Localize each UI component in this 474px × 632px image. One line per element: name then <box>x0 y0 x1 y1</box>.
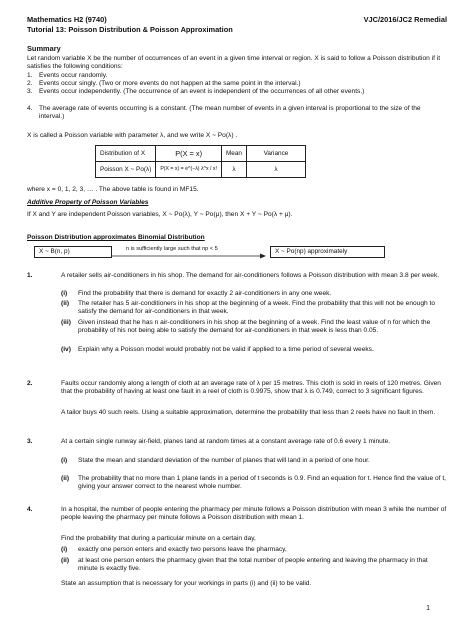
poisson-box: X ~ Po(np) approximately <box>270 246 385 258</box>
table-cell: λ <box>221 162 246 178</box>
table-header-cell: Variance <box>246 146 305 162</box>
question-4: 4. In a hospital, the number of people entering the pharmacy per minute follows a Poisson distribution with mean 3 while the number of people leaving the pharmacy per minute follows a Poisson distribution with mean 1. Find the probability that during a particular minute on a certain day, (i) exactly one person enters and exactly two persons leave the pharmacy, (ii) at least one person enters the pharmacy given that the total number of people entering and leaving the pharmacy in that minute is exactly five. State an assumption that is necessary for your workings in parts (i) and (ii) to be valid. <box>27 506 447 587</box>
summary-heading: Summary <box>27 44 61 53</box>
table-cell: P(X = x) = e^(−λ) λ^x / x! <box>156 162 222 178</box>
question-extra: A tailor buys 40 such reels. Using a suitable approximation, determine the probability that less than 2 reels have no fault in them. <box>61 409 436 416</box>
additive-text: If X and Y are independent Poisson variables, X ~ Po(λ), Y ~ Po(μ), then X + Y ~ Po(λ + μ). <box>27 211 293 218</box>
table-header-cell: P(X = x) <box>156 146 222 162</box>
table-header-row <box>96 146 306 162</box>
question-text: Faults occur randomly along a length of cloth at an average rate of λ per 15 metres. This cloth is sold in reels of 120 metres. Given that the probability of having at least one fault in a reel of cloth is 0.9975, show that λ is 0.749, correct to 3 significant figures. <box>61 380 441 396</box>
table-header-cell: Mean <box>221 146 246 162</box>
arrow-head <box>260 254 266 259</box>
question-number: 1. <box>27 272 33 279</box>
question-number: 3. <box>27 438 33 445</box>
page-number: 1 <box>426 605 430 613</box>
course-code: Mathematics H2 (9740) <box>27 15 107 24</box>
approx-heading: Poisson Distribution approximates Binomial Distribution <box>27 234 205 241</box>
school-ref: VJC/2016/JC2 Remedial <box>363 15 447 24</box>
question-1: 1. A retailer sells air-conditioners in his shop. The demand for air-conditioners follows a Poisson distribution with mean 3.8 per week. (i) Find the probability that there is demand for exactly 2 air-conditioners in any one week. (ii) The retailer has 5 air-conditioners in his shop at the beginning of a week. Find the probability that this will not be enough to satisfy the demand for air-conditioners in that week. (iii) Given instead that he has n air-conditioners in his shop at the beginning of a week. Find the least value of n for which the probability of his not being able to satisfy the demand for air-conditioners in that week is less than 0.05. (iv) Explain why a Poisson model would probably not be valid if applied to a time period of several weeks. <box>27 272 447 362</box>
question-final: State an assumption that is necessary for your workings in parts (i) and (ii) to be valid. <box>61 580 312 587</box>
where-line: where x = 0, 1, 2, 3, … . The above table is found in MF15. <box>27 186 199 193</box>
document-page: Mathematics H2 (9740) VJC/2016/JC2 Remedial Tutorial 13: Poisson Distribution & Poisson Approximation Summary Let random variable X be the number of occurrences of an event in a given time interval or region. X is said to follow a Poisson distribution if it satisfies the following conditions: 1. Events occur randomly. 2. Events occur singly. (Two or more events do not happen at the same point in the interval.) 3. Events occur independently. (The occurrence of an event is independent of the occurrences of all other events.) 4. The average rate of events occurring is a constant. (The mean number of events in a given interval is proportional to the size of the interval.) X is called a Poisson variable with parameter λ, and we write X ~ Po(λ) . Distribution of X P(X = x) Mean Variance Poisson X ~ Po(λ) P(X = x) = e^(−λ) λ^x / x! λ λ where x = 0, 1, 2, 3, … . The above table is found in MF15. Additive Property of Poisson Variables If X and Y are independent Poisson variables, X ~ Po(λ), Y ~ Po(μ), then X + Y ~ Po(λ + μ). Poisson Distribution approximates Binomial Distribution X ~ B(n, p) n is sufficiently large such that np < 5 X ~ Po(np) approximately 1. A retailer sells air-conditioners in his shop. The demand for air-conditioners follows a Poisson distribution with mean 3.8 per week. (i) Find the probability that there is demand for exactly 2 air-conditioners in any one week. (ii) The retailer has 5 air-conditioners in his shop at the beginning of a week. Find the probability that this will not be enough to satisfy the demand for air-conditioners in that week. (iii) Given instead that he has n air-conditioners in his shop at the beginning of a week. Find the least value of n for which the probability of his not being able to satisfy the demand for air-conditioners in that week is less than 0.05. (iv) Explain why a Poisson model would probably not be valid if applied to a time period of several weeks. 2. Faults occur randomly along a length of cloth at an average rate of λ per 15 metres. This cloth is sold in reels of 120 metres. Given that the probability of having at least one fault in a reel of cloth is 0.9975, show that λ is 0.749, correct to 3 significant figures. A tailor buys 40 such reels. Using a suitable approximation, determine the probability that less than 2 reels have no fault in them. 3. At a certain single runway air-field, planes land at random times at a constant average rate of 0.6 every 1 minute. (i) State the mean and standard deviation of the number of planes that will land in a period of one hour. (ii) The probability that no more than 1 plane lands in a period of t seconds is 0.9. Find an equation for t. Hence find the value of t, giving your answer correct to the nearest whole number. 4. In a hospital, the number of people entering the pharmacy per minute follows a Poisson distribution with mean 3 while the number of people leaving the pharmacy per minute follows a Poisson distribution with mean 1. Find the probability that during a particular minute on a certain day, (i) exactly one person enters and exactly two persons leave the pharmacy, (ii) at least one person enters the pharmacy given that the total number of people entering and leaving the pharmacy in that minute is exactly five. State an assumption that is necessary for your workings in parts (i) and (ii) to be valid. 1 <box>27 15 447 613</box>
table-cell: Poisson X ~ Po(λ) <box>96 162 156 178</box>
question-lead: Find the probability that during a particular minute on a certain day, <box>61 535 256 542</box>
table-cell: λ <box>246 162 305 178</box>
question-2 <box>27 380 447 430</box>
binomial-box: X ~ B(n, p) <box>34 246 112 258</box>
table-header-cell: Distribution of X <box>96 146 156 162</box>
poisson-summary-table <box>95 145 306 178</box>
approx-condition: n is sufficiently large such that np < 5 <box>126 246 218 252</box>
question-number: 2. <box>27 380 33 387</box>
additive-heading: Additive Property of Poisson Variables <box>27 199 149 206</box>
summary-intro: Let random variable X be the number of occurrences of an event in a given time interval or region. X is said to follow a Poisson distribution if it satisfies the following conditions: <box>27 55 441 71</box>
question-text: At a certain single runway air-field, planes land at random times at a constant average rate of 0.6 every 1 minute. <box>61 438 391 445</box>
table-row <box>96 162 306 178</box>
question-text: A retailer sells air-conditioners in his shop. The demand for air-conditioners follows a Poisson distribution with mean 3.8 per week. <box>61 272 440 279</box>
question-3: 3. At a certain single runway air-field, planes land at random times at a constant average rate of 0.6 every 1 minute. (i) State the mean and standard deviation of the number of planes that will land in a period of one hour. (ii) The probability that no more than 1 plane lands in a period of t seconds is 0.9. Find an equation for t. Hence find the value of t, giving your answer correct to the nearest whole number. <box>27 438 447 491</box>
question-text: In a hospital, the number of people entering the pharmacy per minute follows a Poisson distribution with mean 3 while the number of people leaving the pharmacy per minute follows a Poisson distribution with mean 1. <box>61 506 447 522</box>
tutorial-title: Tutorial 13: Poisson Distribution & Poisson Approximation <box>27 25 233 34</box>
poisson-parameter-line: X is called a Poisson variable with parameter λ, and we write X ~ Po(λ) . <box>27 132 238 139</box>
question-number: 4. <box>27 506 33 513</box>
